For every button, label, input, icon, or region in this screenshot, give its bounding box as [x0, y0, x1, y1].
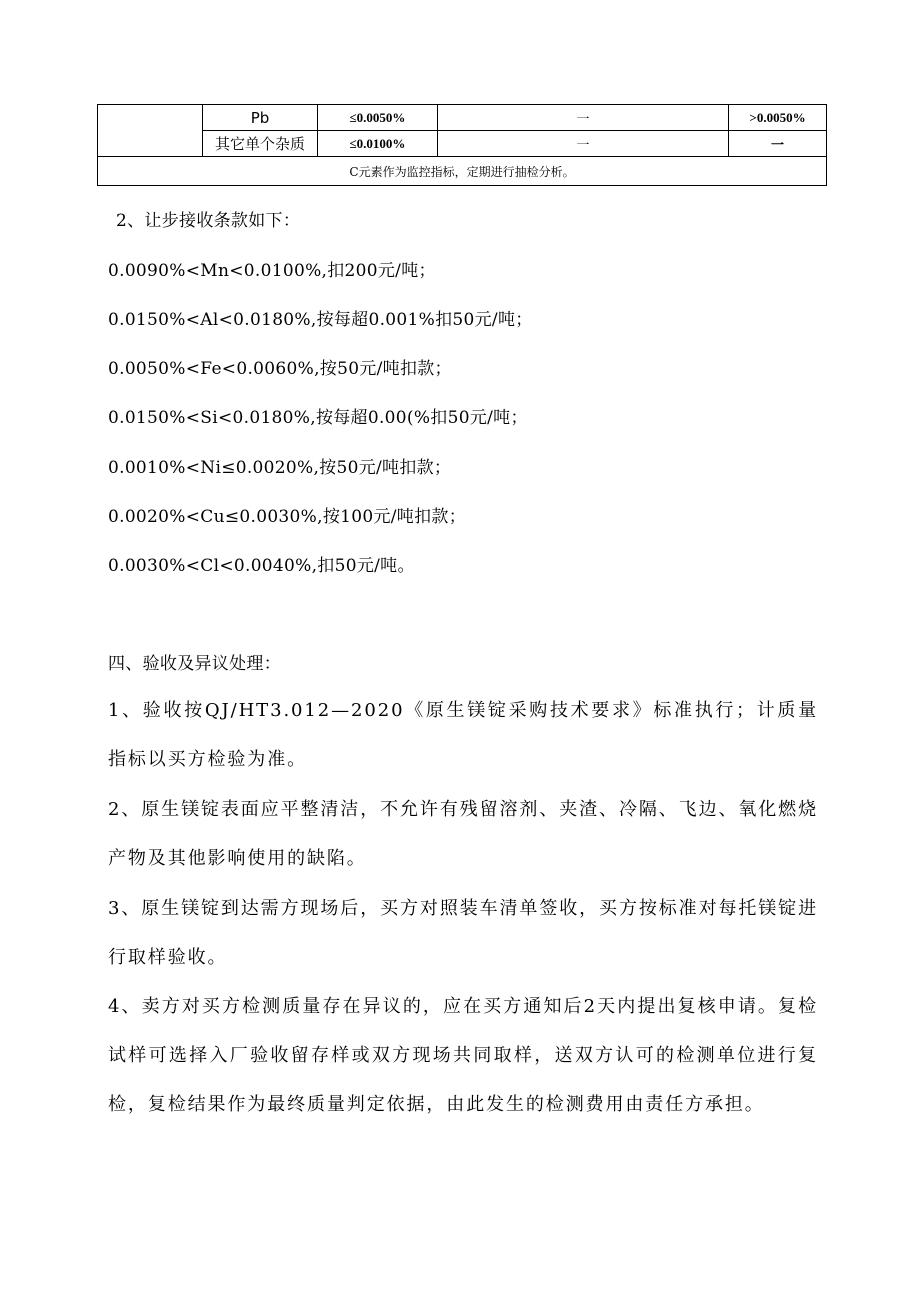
element-name: Pb — [203, 105, 318, 131]
acceptance-paragraph-4: 4、卖方对买方检测质量存在异议的，应在买方通知后2天内提出复核申请。复检试样可选择入厂验收留存样或双方现场共同取样，送双方认可的检测单位进行复检，复检结果作为最终质量判定依据，由此发生的检测费用由责任方承担。 — [108, 996, 818, 1115]
table-row — [98, 105, 827, 131]
concession-item-al: 0.0150%<Al<0.0180%,按每超0.001%扣50元/吨； — [108, 310, 533, 330]
element-group-cell — [98, 105, 203, 157]
concession-item-cl: 0.0030%<Cl<0.0040%,扣50元/吨。 — [108, 556, 415, 576]
concession-item-fe: 0.0050%<Fe<0.0060%,按50元/吨扣款； — [108, 359, 452, 379]
acceptance-paragraph-1: 1、验收按QJ/HT3.012—2020《原生镁锭采购技术要求》标准执行；计质量指标以买方检验为准。 — [108, 700, 818, 770]
element-reject: 一 — [729, 131, 827, 157]
concession-item-cu: 0.0020%<Cu≤0.0030%,按100元/吨扣款； — [108, 507, 466, 527]
concession-item-si: 0.0150%<Si<0.0180%,按每超0.00(%扣50元/吨； — [108, 408, 528, 428]
element-concession: 一 — [438, 131, 729, 157]
acceptance-heading: 四、验收及异议处理： — [108, 654, 281, 674]
concession-item-mn: 0.0090%<Mn<0.0100%,扣200元/吨； — [108, 261, 436, 281]
table-row — [98, 157, 827, 186]
table-row — [98, 131, 827, 157]
acceptance-paragraph-2: 2、原生镁锭表面应平整清洁，不允许有残留溶剂、夹渣、冷隔、飞边、氧化燃烧产物及其他影响使用的缺陷。 — [108, 799, 818, 869]
element-name: 其它单个杂质 — [203, 131, 318, 157]
concession-heading: 2、让步接收条款如下： — [116, 211, 301, 231]
table-note: C元素作为监控指标，定期进行抽检分析。 — [98, 157, 827, 186]
concession-item-ni: 0.0010%<Ni≤0.0020%,按50元/吨扣款； — [108, 458, 452, 478]
element-concession: 一 — [438, 105, 729, 131]
element-limit: ≤0.0100% — [318, 131, 438, 157]
acceptance-paragraph-3: 3、原生镁锭到达需方现场后，买方对照装车清单签收，买方按标准对每托镁锭进行取样验收。 — [108, 898, 818, 968]
impurity-spec-table — [97, 104, 827, 186]
element-reject: >0.0050% — [729, 105, 827, 131]
element-limit: ≤0.0050% — [318, 105, 438, 131]
